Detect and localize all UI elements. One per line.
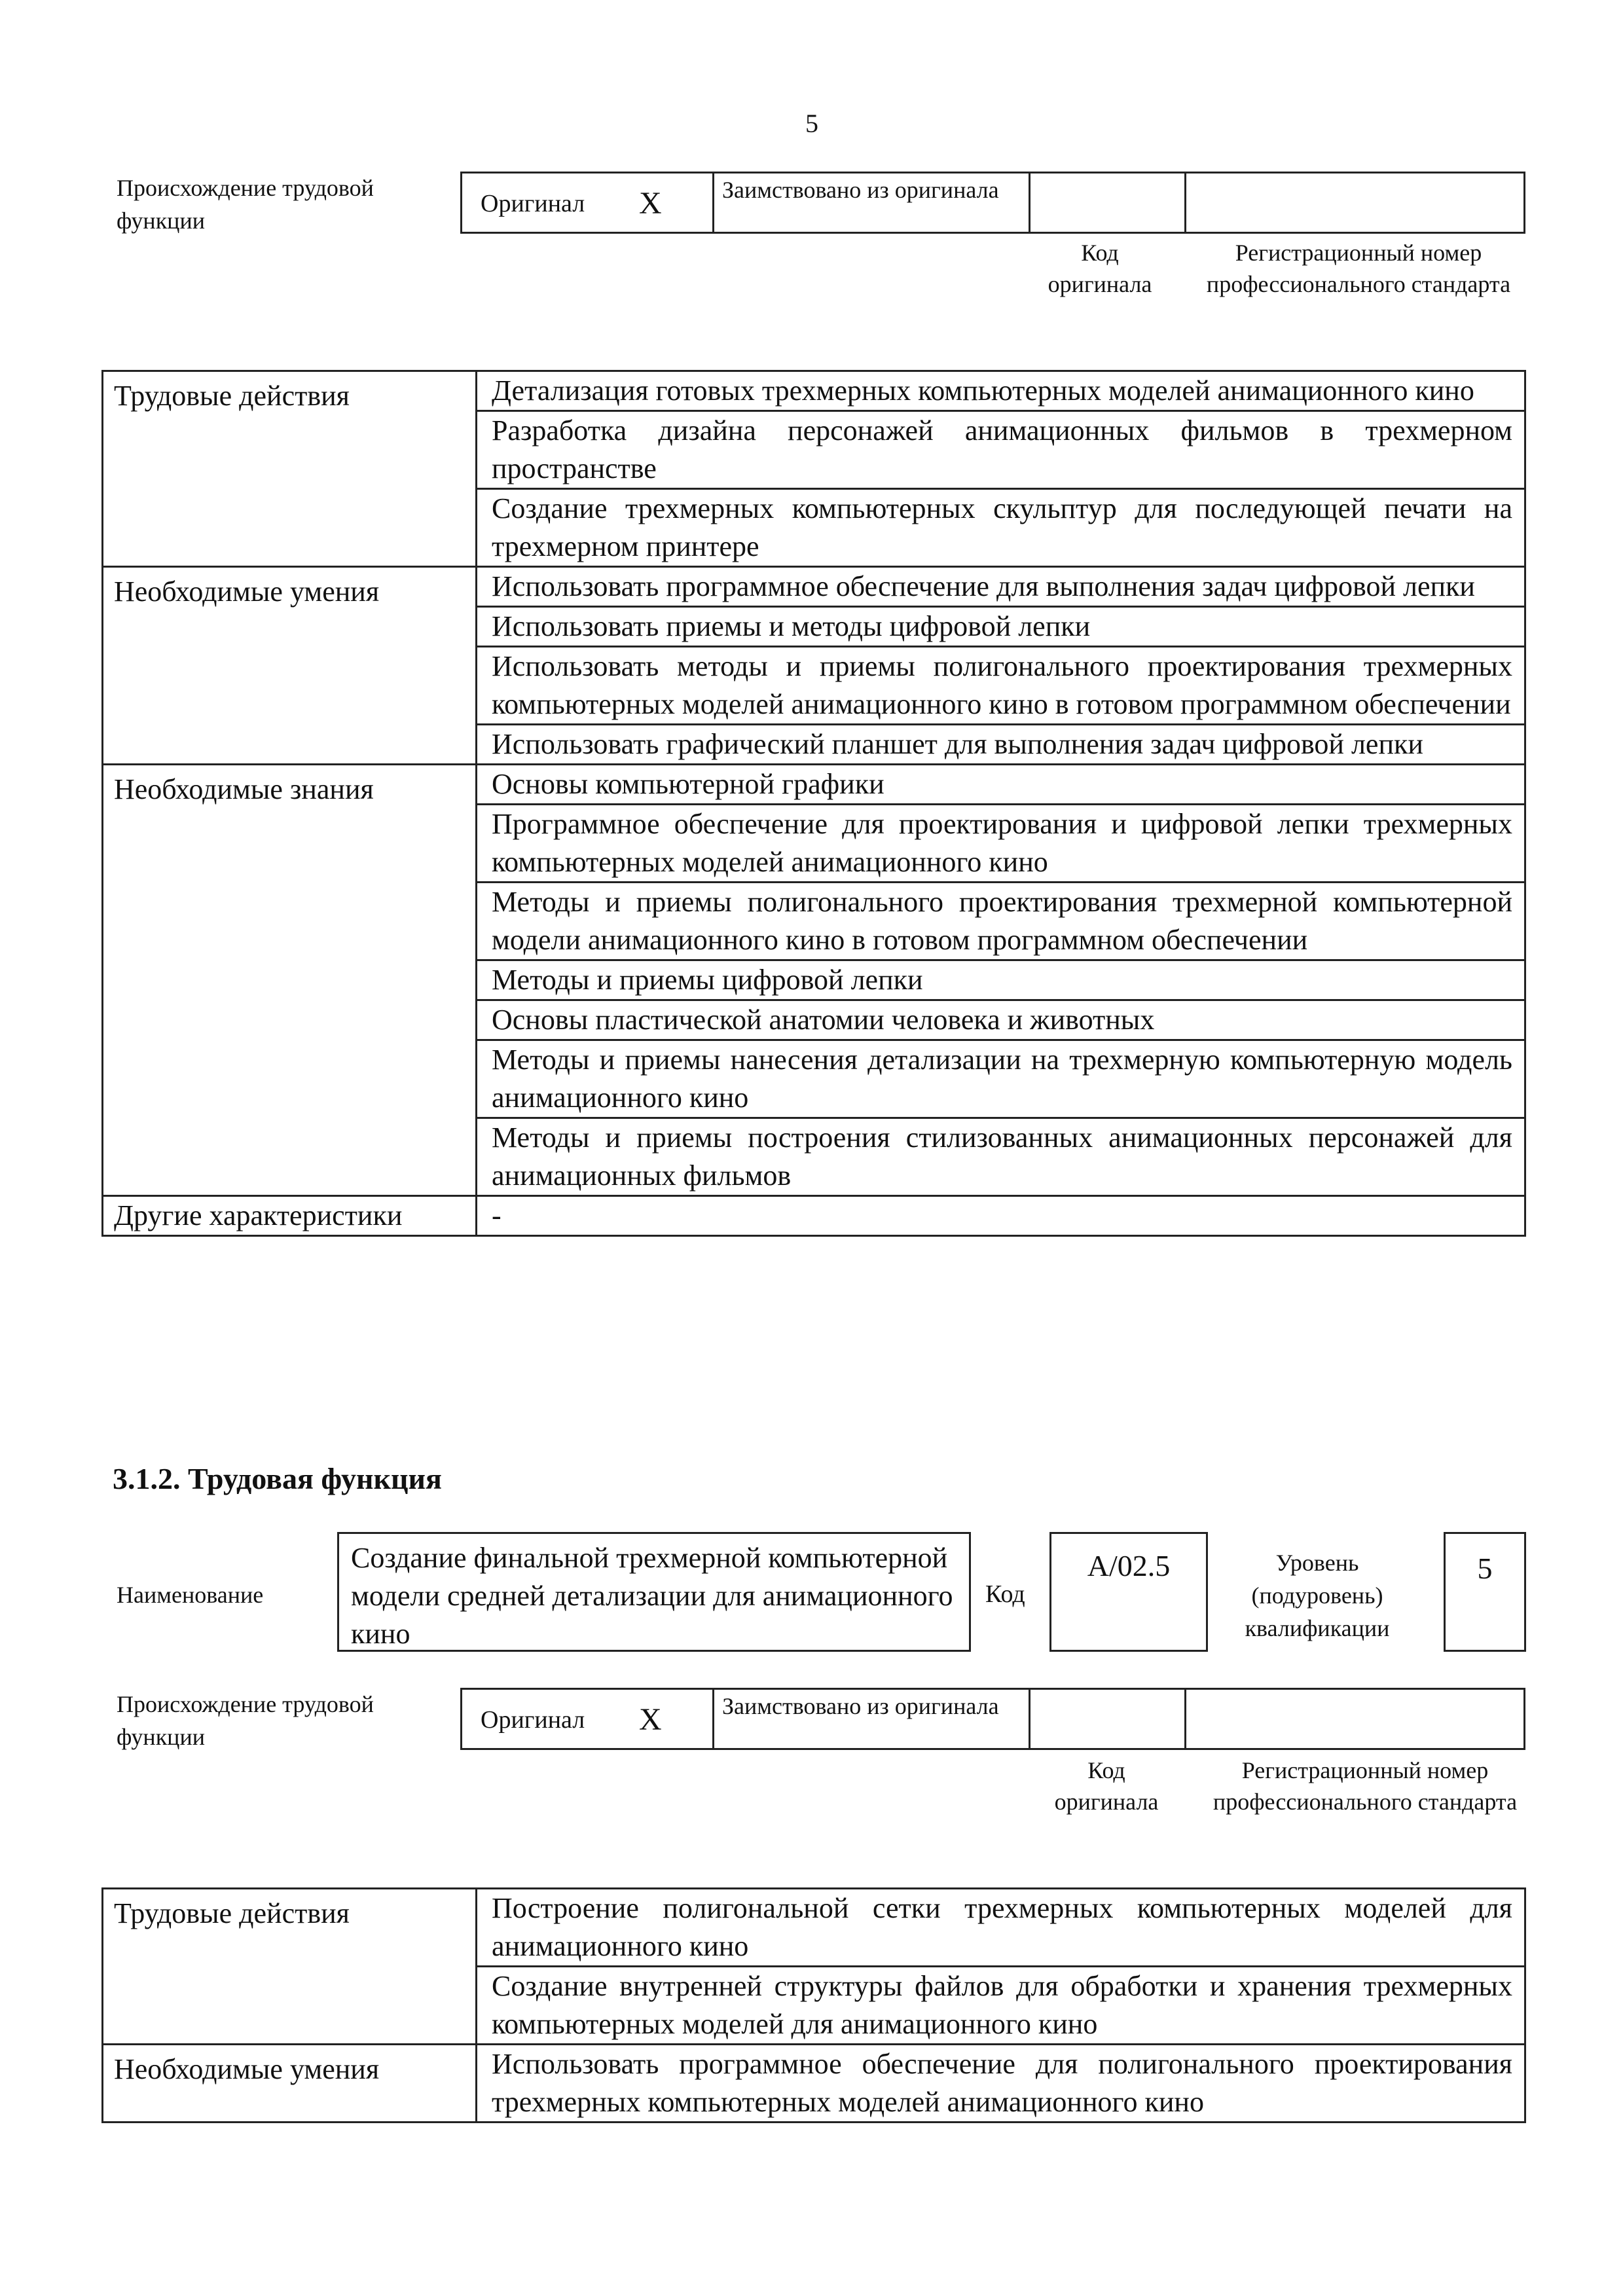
- origin-borrowed-label: Заимствовано из оригинала: [714, 1690, 1030, 1748]
- actions-label: Трудовые действия: [103, 1889, 477, 2045]
- action-item: Построение полигональной сетки трехмерных компьютерных моделей для анимационного кино: [477, 1889, 1525, 1967]
- level-label: Уровень (подуровень) квалификации: [1245, 1550, 1390, 1641]
- origin-reg-cell: [1186, 1690, 1523, 1748]
- origin-original-label: Оригинал: [481, 190, 585, 217]
- origin-reg-caption: Регистрационный номер профессионального стандарта: [1213, 1757, 1518, 1815]
- other-label: Другие характеристики: [103, 1196, 477, 1236]
- skill-item: Использовать методы и приемы полигонального проектирования трехмерных компьютерных моделей анимационного кино в готовом программном обеспечении: [477, 647, 1525, 725]
- skill-item: Использовать графический планшет для выполнения задач цифровой лепки: [477, 725, 1525, 765]
- action-item: Разработка дизайна персонажей анимационных фильмов в трехмерном пространстве: [477, 411, 1525, 489]
- knowledge-item: Основы пластической анатомии человека и животных: [477, 1000, 1525, 1040]
- origin-original-cell: [462, 173, 714, 232]
- function-name: Создание финальной трехмерной компьютерной модели средней детализации для анимационного кино: [337, 1532, 971, 1652]
- origin-label: Происхождение трудовой функции: [117, 175, 374, 234]
- origin-code-caption: Код оригинала: [1048, 240, 1152, 297]
- origin-box: [460, 172, 1525, 234]
- origin-original-label: Оригинал: [481, 1706, 585, 1734]
- function-table-2: [101, 1887, 1526, 2123]
- knowledge-item: Методы и приемы построения стилизованных анимационных персонажей для анимационных фильмов: [477, 1118, 1525, 1196]
- origin-box: [460, 1688, 1525, 1750]
- origin-original-mark: X: [639, 186, 662, 221]
- skill-item: Использовать программное обеспечение для выполнения задач цифровой лепки: [477, 567, 1525, 607]
- knowledge-item: Методы и приемы нанесения детализации на трехмерную компьютерную модель анимационного кино: [477, 1040, 1525, 1118]
- function-code: A/02.5: [1049, 1532, 1208, 1652]
- name-label: Наименование: [117, 1582, 264, 1608]
- other-value: -: [477, 1196, 1525, 1236]
- section-title: 3.1.2. Трудовая функция: [113, 1462, 442, 1495]
- origin-original-cell: [462, 1690, 714, 1748]
- action-item: Создание внутренней структуры файлов для обработки и хранения трехмерных компьютерных моделей для анимационного кино: [477, 1967, 1525, 2045]
- origin-code-caption: Код оригинала: [1054, 1757, 1159, 1815]
- actions-label: Трудовые действия: [103, 371, 477, 567]
- function-table-1: [101, 370, 1526, 1237]
- action-item: Детализация готовых трехмерных компьютерных моделей анимационного кино: [477, 371, 1525, 411]
- skill-item: Использовать программное обеспечение для полигонального проектирования трехмерных компьютерных моделей анимационного кино: [477, 2045, 1525, 2123]
- knowledge-item: Основы компьютерной графики: [477, 765, 1525, 805]
- origin-reg-cell: [1186, 173, 1523, 232]
- origin-code-cell: [1030, 1690, 1186, 1748]
- knowledge-label: Необходимые знания: [103, 765, 477, 1196]
- origin-label: Происхождение трудовой функции: [117, 1691, 374, 1750]
- origin-code-cell: [1030, 173, 1186, 232]
- knowledge-item: Методы и приемы полигонального проектирования трехмерной компьютерной модели анимационного кино в готовом программном обеспечении: [477, 883, 1525, 960]
- action-item: Создание трехмерных компьютерных скульптур для последующей печати на трехмерном принтере: [477, 489, 1525, 567]
- level-value: 5: [1444, 1532, 1526, 1652]
- code-label: Код: [985, 1580, 1025, 1608]
- skills-label: Необходимые умения: [103, 567, 477, 765]
- skills-label: Необходимые умения: [103, 2045, 477, 2123]
- knowledge-item: Методы и приемы цифровой лепки: [477, 960, 1525, 1000]
- origin-borrowed-label: Заимствовано из оригинала: [714, 173, 1030, 232]
- origin-original-mark: X: [639, 1702, 662, 1737]
- page-number: 5: [805, 109, 818, 138]
- skill-item: Использовать приемы и методы цифровой лепки: [477, 607, 1525, 647]
- knowledge-item: Программное обеспечение для проектирования и цифровой лепки трехмерных компьютерных моделей анимационного кино: [477, 805, 1525, 883]
- origin-reg-caption: Регистрационный номер профессионального стандарта: [1206, 240, 1511, 297]
